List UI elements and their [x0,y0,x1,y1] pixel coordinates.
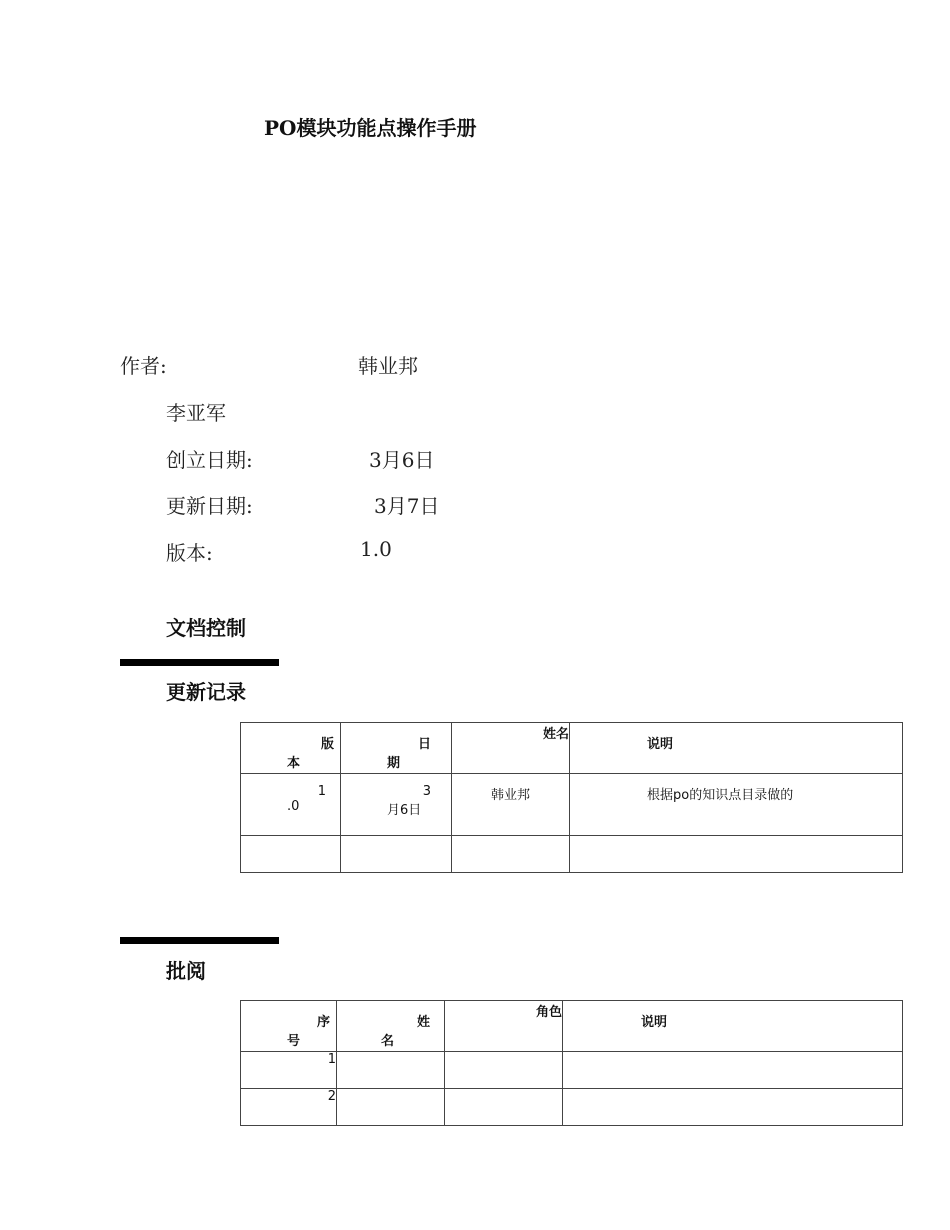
table-header-row [241,723,903,774]
author-label: 作者: [120,354,167,378]
header-number-top: 序 [316,1015,330,1030]
change-record-heading: 更新记录 [166,680,246,704]
cell-number: 2 [241,1089,337,1126]
cell-empty [563,1052,903,1089]
cell-empty [452,836,570,873]
cell-date [341,774,452,836]
cell-empty [341,836,452,873]
table-header-row [241,1001,903,1052]
version-value: 1.0 [360,537,392,561]
cell-empty [445,1052,563,1089]
header-version [241,723,341,774]
header-name: 姓名 [452,723,570,774]
section-divider [120,937,279,944]
header-reviewer-name-bottom: 名 [381,1034,395,1049]
cell-number: 1 [241,1052,337,1089]
author-secondary: 李亚军 [166,401,226,425]
cell-version [241,774,341,836]
header-description: 说明 [563,1001,903,1052]
created-date-value: 3月6日 [369,448,435,472]
updated-date-value: 3月7日 [374,494,440,518]
change-record-table [240,722,903,873]
cell-empty [241,836,341,873]
header-version-bottom: 本 [287,756,301,771]
table-row [241,774,903,836]
cell-name: 韩业邦 [452,774,570,836]
header-date [341,723,452,774]
cell-empty [445,1089,563,1126]
cell-empty [570,836,903,873]
cell-description: 根据po的知识点目录做的 [570,774,903,836]
version-label: 版本: [166,541,213,565]
doc-control-heading: 文档控制 [166,616,246,640]
document-title: PO模块功能点操作手册 [264,116,477,140]
cell-empty [337,1089,445,1126]
header-number [241,1001,337,1052]
cell-date-top: 3 [422,784,431,799]
cell-empty [563,1089,903,1126]
cell-version-top: 1 [317,784,326,799]
cell-empty [337,1052,445,1089]
cell-version-bottom: .0 [287,799,300,814]
table-row [241,1052,903,1089]
header-reviewer-name-top: 姓 [416,1015,430,1030]
header-description: 说明 [570,723,903,774]
header-version-top: 版 [320,737,334,752]
header-number-bottom: 号 [287,1034,301,1049]
review-table [240,1000,903,1126]
section-divider [120,659,279,666]
table-row [241,836,903,873]
header-date-top: 日 [417,737,431,752]
header-date-bottom: 期 [387,756,401,771]
created-date-label: 创立日期: [166,448,253,472]
review-heading: 批阅 [166,959,206,983]
updated-date-label: 更新日期: [166,494,253,518]
header-reviewer-name [337,1001,445,1052]
cell-date-bottom: 月6日 [387,803,422,818]
table-row [241,1089,903,1126]
author-primary: 韩业邦 [358,354,418,378]
header-role: 角色 [445,1001,563,1052]
